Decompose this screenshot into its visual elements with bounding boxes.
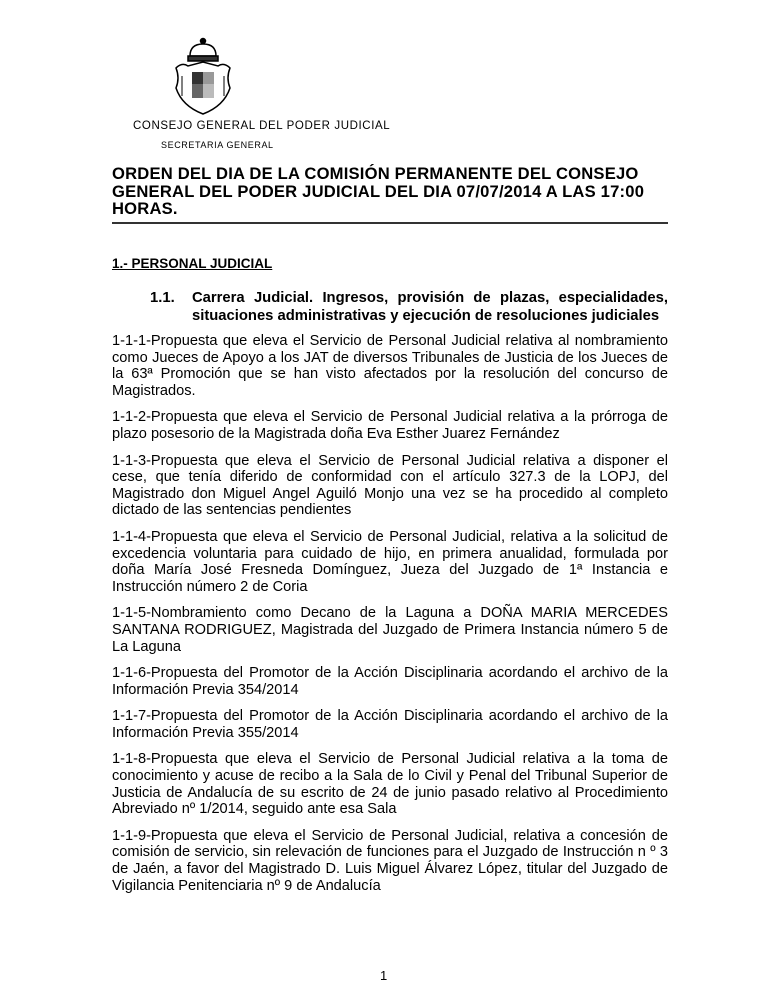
agenda-item: 1-1-1-Propuesta que eleva el Servicio de Personal Judicial relativa al nombramiento como Jueces de Apoyo a los JAT de diversos Tribunales de Justicia de los Jueces de la 63ª Promoción que se han visto afectados por la resolución del concurso de Magistrados.: [112, 333, 668, 399]
department-name: SECRETARIA GENERAL: [161, 140, 274, 150]
agenda-item: 1-1-2-Propuesta que eleva el Servicio de Personal Judicial relativa a la prórroga de plazo posesorio de la Magistrada doña Eva Esther Juarez Fernández: [112, 409, 668, 442]
agenda-item: 1-1-4-Propuesta que eleva el Servicio de Personal Judicial, relativa a la solicitud de excedencia voluntaria para cuidado de hijo, en primera anualidad, formulada por doña María José Fresneda Domínguez, Jueza del Juzgado de 1ª Instancia e Instrucción número 2 de Coria: [112, 528, 668, 595]
agenda-item: 1-1-8-Propuesta que eleva el Servicio de Personal Judicial relativa a la toma de conocimiento y acuse de recibo a la Sala de lo Civil y Penal del Tribunal Superior de Justicia de Andalucía de su escrito de 24 de junio pasado relativo al Procedimiento Abreviado nº 1/2014, seguido ante esa Sala: [112, 751, 668, 818]
agenda-items: [112, 333, 668, 904]
agenda-item: 1-1-9-Propuesta que eleva el Servicio de Personal Judicial, relativa a concesión de comisión de servicio, sin relevación de funciones para el Juzgado de Instrucción n º 3 de Jaén, a favor del Magistrado D. Luis Miguel Álvarez López, titular del Juzgado de Vigilancia Penitenciaria nº 9 de Andalucía: [112, 827, 668, 894]
subsection-number: 1.1.: [150, 290, 175, 306]
coat-of-arms-logo: [168, 36, 238, 118]
agenda-item: 1-1-7-Propuesta del Promotor de la Acción Disciplinaria acordando el archivo de la Información Previa 355/2014: [112, 708, 668, 741]
page-number: 1: [380, 968, 388, 983]
subsection-title: Carrera Judicial. Ingresos, provisión de plazas, especialidades, situaciones administrativas y ejecución de resoluciones judiciales: [192, 290, 668, 324]
agenda-item: 1-1-6-Propuesta del Promotor de la Acción Disciplinaria acordando el archivo de la Información Previa 354/2014: [112, 665, 668, 698]
document-title: ORDEN DEL DIA DE LA COMISIÓN PERMANENTE DEL CONSEJO GENERAL DEL PODER JUDICIAL DEL DIA 07/07/2014 A LAS 17:00 HORAS.: [112, 165, 668, 224]
section-heading: 1.- PERSONAL JUDICIAL: [112, 256, 273, 271]
subsection-heading: [150, 290, 668, 325]
agenda-item: 1-1-5-Nombramiento como Decano de la Laguna a DOÑA MARIA MERCEDES SANTANA RODRIGUEZ, Magistrada del Juzgado de Primera Instancia número 5 de La Laguna: [112, 605, 668, 655]
agenda-item: 1-1-3-Propuesta que eleva el Servicio de Personal Judicial relativa a disponer el cese, que tenía diferido de conformidad con el artículo 327.3 de la LOPJ, del Magistrado don Miguel Angel Aguiló Monjo una vez se ha procedido al completo dictado de las sentencias pendientes: [112, 452, 668, 519]
organization-name: CONSEJO GENERAL DEL PODER JUDICIAL: [133, 120, 391, 132]
